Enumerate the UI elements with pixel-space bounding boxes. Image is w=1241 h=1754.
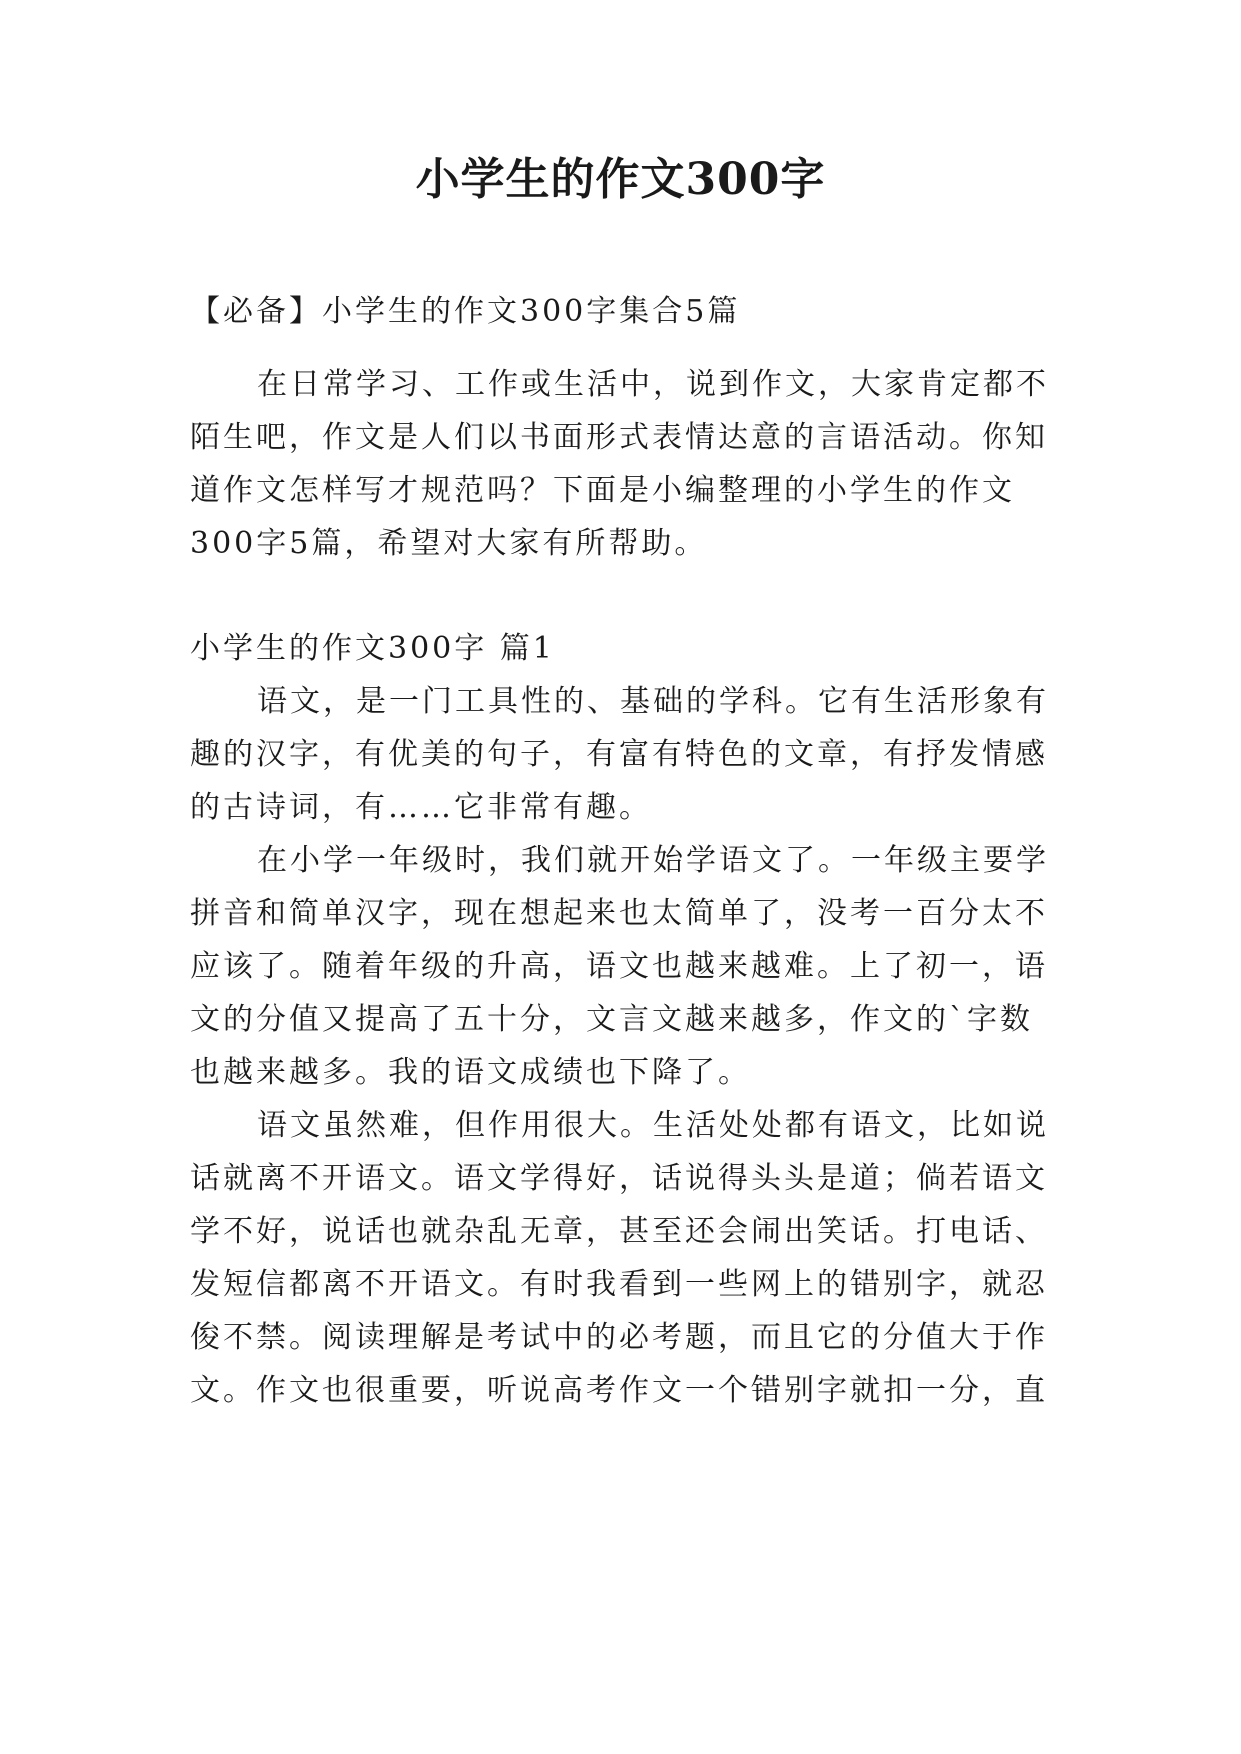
para1-line-1: 语文，是一门工具性的、基础的学科。它有生活形象有 bbox=[257, 684, 1049, 719]
intro-line-1: 在日常学习、工作或生活中，说到作文，大家肯定都不 bbox=[257, 367, 1049, 402]
para1-line-2: 趣的汉字，有优美的句子，有富有特色的文章，有抒发情感 bbox=[190, 737, 1048, 772]
para3-line-5: 俊不禁。阅读理解是考试中的必考题，而且它的分值大于作 bbox=[190, 1320, 1048, 1355]
para2-line-5: 也越来越多。我的语文成绩也下降了。 bbox=[190, 1055, 751, 1090]
para3-line-1: 语文虽然难，但作用很大。生活处处都有语文，比如说 bbox=[257, 1108, 1049, 1143]
section-heading: 小学生的作文300字 篇1 bbox=[190, 631, 555, 666]
intro-line-3: 道作文怎样写才规范吗？下面是小编整理的小学生的作文 bbox=[190, 473, 1015, 508]
intro-line-4: 300字5篇，希望对大家有所帮助。 bbox=[190, 526, 708, 561]
para3-line-3: 学不好，说话也就杂乱无章，甚至还会闹出笑话。打电话、 bbox=[190, 1214, 1048, 1249]
para2-line-2: 拼音和简单汉字，现在想起来也太简单了，没考一百分太不 bbox=[190, 896, 1048, 931]
para2-line-1: 在小学一年级时，我们就开始学语文了。一年级主要学 bbox=[257, 843, 1049, 878]
document-title: 小学生的作文300字 bbox=[415, 154, 826, 205]
para1-line-3: 的古诗词，有……它非常有趣。 bbox=[190, 790, 652, 825]
para3-line-6: 文。作文也很重要，听说高考作文一个错别字就扣一分，直 bbox=[190, 1373, 1048, 1408]
document-subtitle: 【必备】小学生的作文300字集合5篇 bbox=[190, 294, 741, 329]
para3-line-2: 话就离不开语文。语文学得好，话说得头头是道；倘若语文 bbox=[190, 1161, 1048, 1196]
para2-line-4: 文的分值又提高了五十分，文言文越来越多，作文的`字数 bbox=[190, 1002, 1033, 1037]
intro-line-2: 陌生吧，作文是人们以书面形式表情达意的言语活动。你知 bbox=[190, 420, 1048, 455]
para2-line-3: 应该了。随着年级的升高，语文也越来越难。上了初一，语 bbox=[190, 949, 1048, 984]
para3-line-4: 发短信都离不开语文。有时我看到一些网上的错别字，就忍 bbox=[190, 1267, 1048, 1302]
